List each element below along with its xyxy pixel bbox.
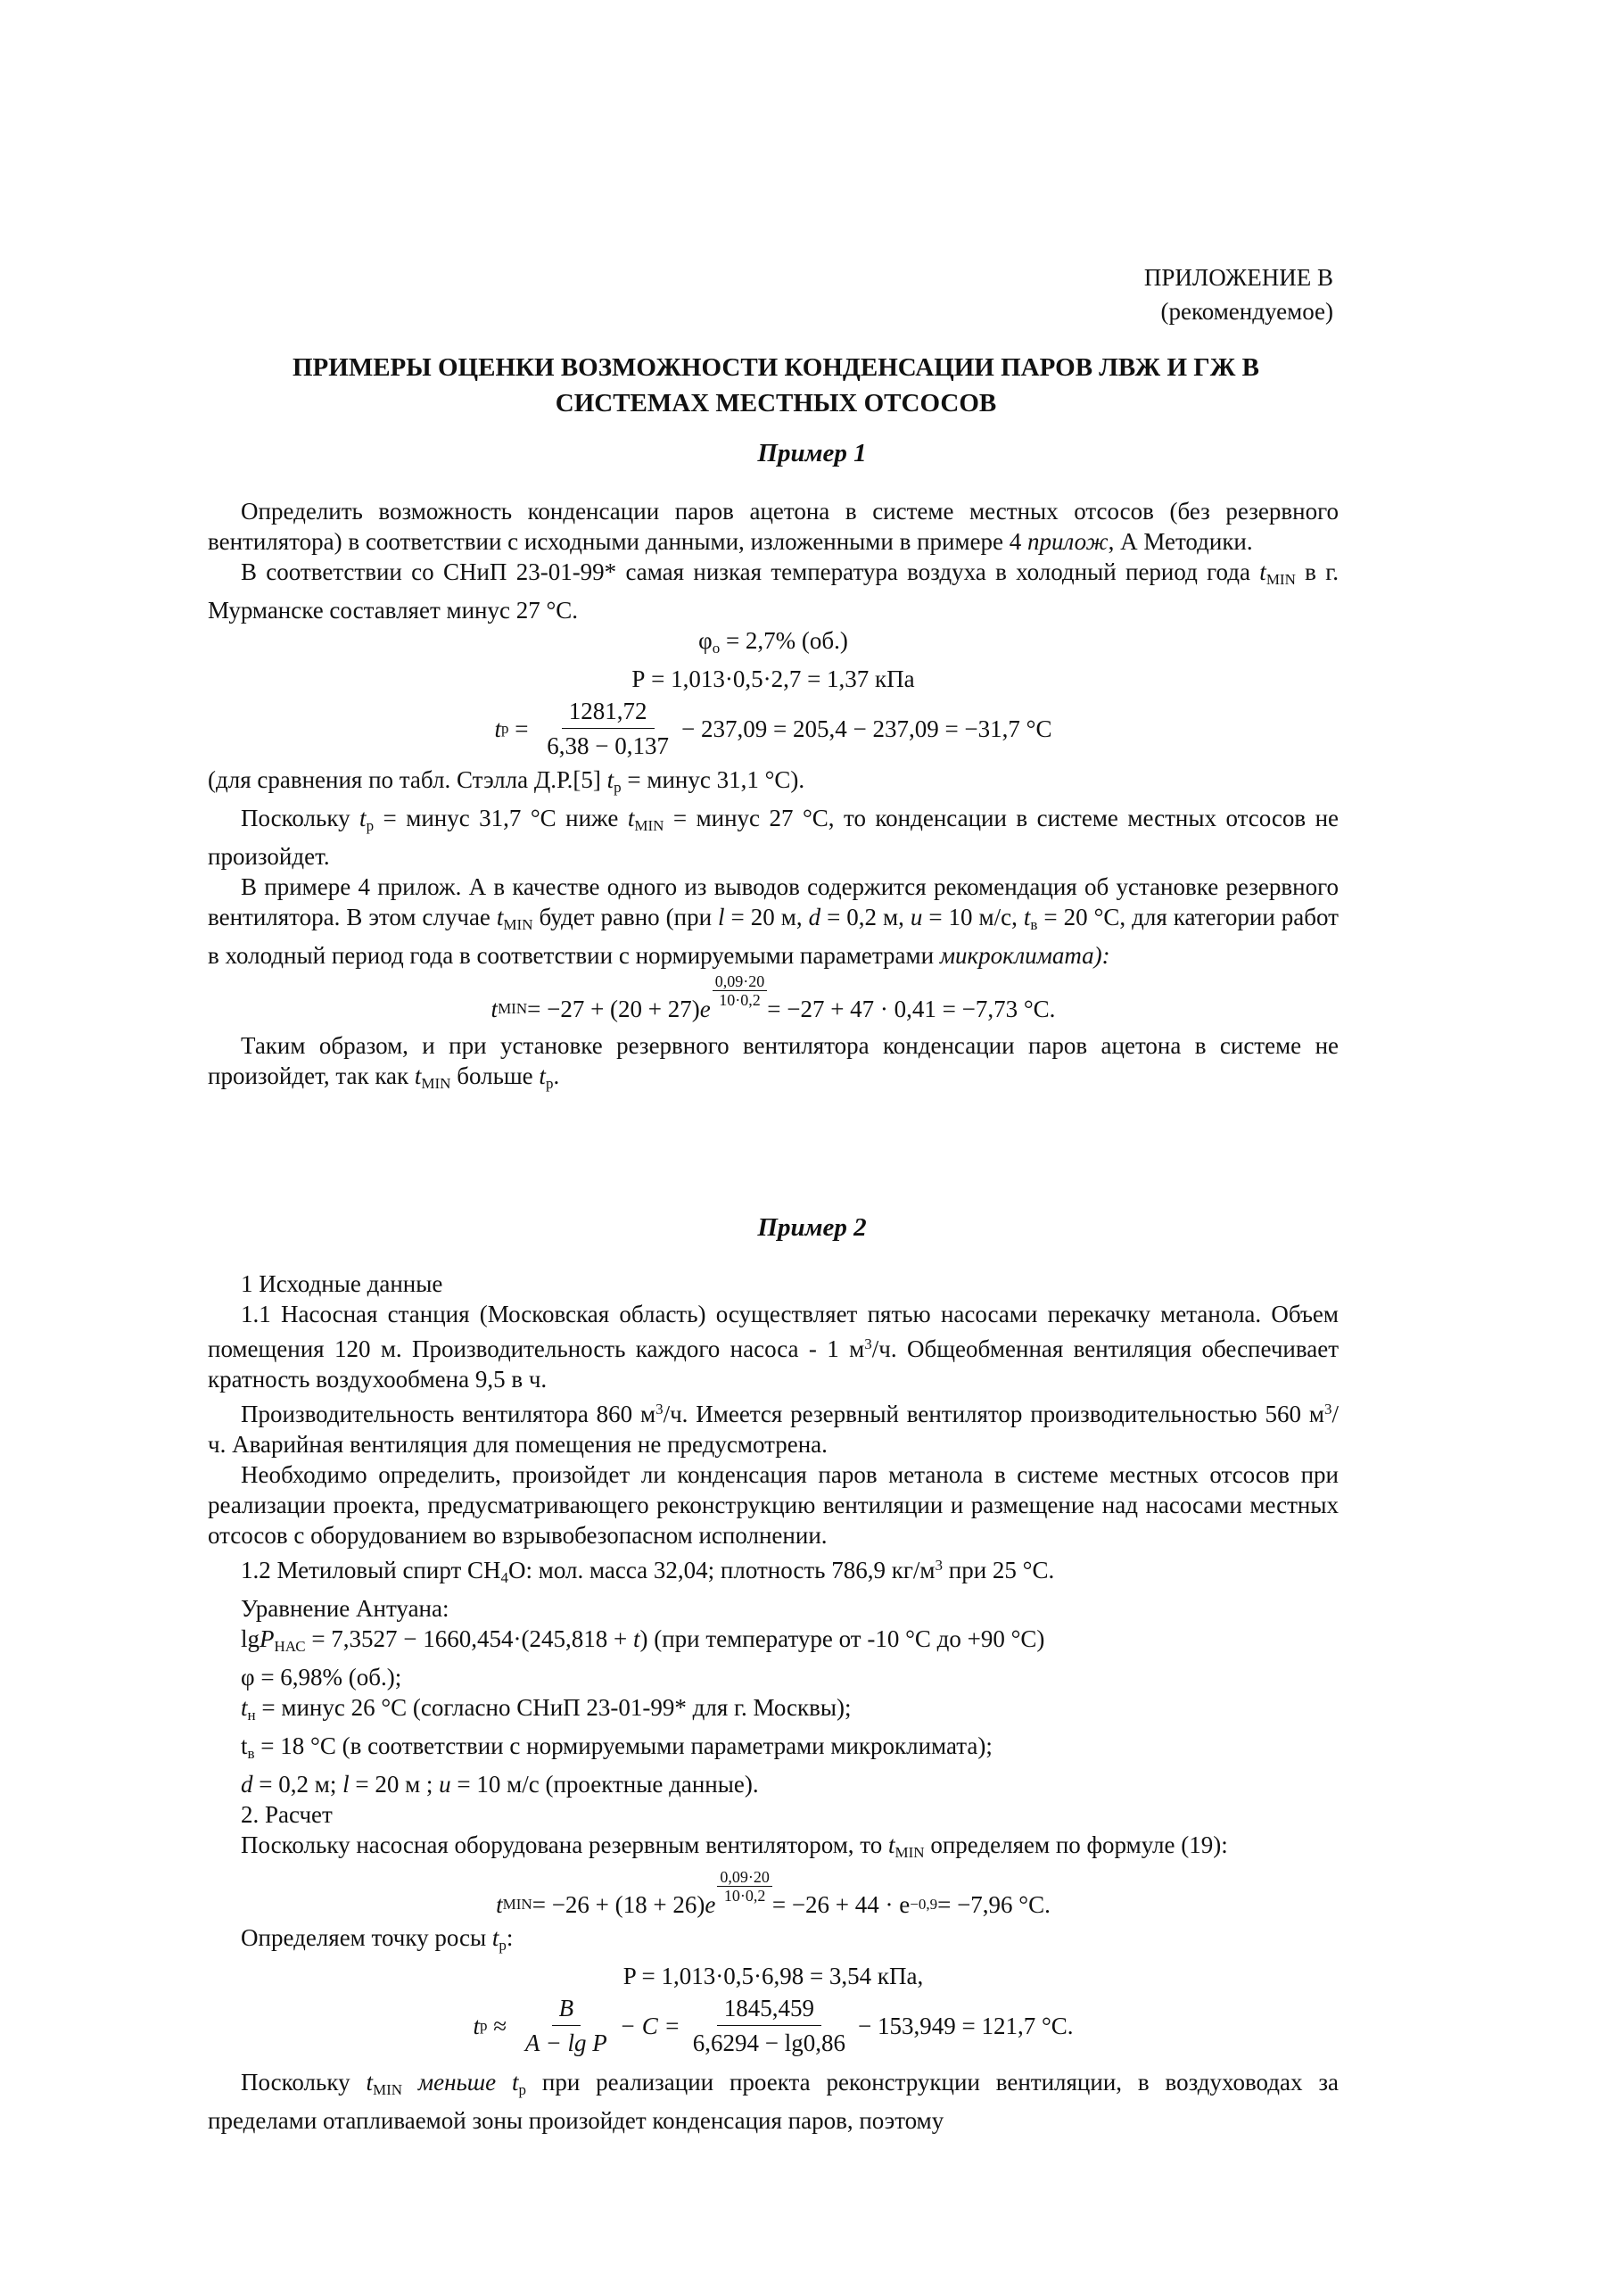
- formula-tmin-2: t MIN = −26 + (18 + 26) e $\frac{0,09\cdot 20}{10\cdot 0,2}$ = −26 + 44 · e −0,9 = −7,96 °С.: [496, 1868, 1051, 1918]
- example-1-body: [208, 496, 1339, 1099]
- paragraph: Уравнение Антуана:: [241, 1595, 449, 1622]
- document-title: [214, 350, 1338, 421]
- formula-dew-point: t р = $\frac{1281,72}{6,38 - 0,137}$ − 237,09 = 205,4 − 237,09 = −31,7 °С: [494, 698, 1052, 759]
- example-1-heading: Пример 1: [757, 439, 867, 467]
- comparison-note: (для сравнения по табл. Стэлла Д.Р.[5] $t_р$ = минус 31,1 °С).: [208, 766, 805, 796]
- paragraph: 1.1 Насосная станция (Московская область) осуществляет пятью насосами перекачку метанола. Объем помещения 120 м. Производительность каждого насоса - 1 $м^3/ч$. Общеобменная вентиляция обеспечивает кратность воздухообмена 9,5 в ч.: [208, 1301, 1340, 1393]
- paragraph: Поскольку $t_р$ = минус 31,7 °С ниже $t_{MIN}$ = минус 27 °С, то конденсации в системе местных отсосов не произойдет.: [208, 805, 1340, 870]
- parameter-line: $t_в = 18$ °С (в соответствии с нормируемыми параметрами микроклимата);: [241, 1732, 993, 1762]
- parameter-line: φ = 6,98% (об.);: [241, 1664, 402, 1691]
- appendix-label: ПРИЛОЖЕНИЕ В: [1143, 264, 1333, 291]
- fraction: $\frac{1281,72}{6,38 - 0,137}$: [547, 698, 670, 759]
- paragraph: В соответствии со СНиП 23-01-99* самая низкая температура воздуха в холодный период года $t_{MIN}$ в г. Мурманске составляет минус 27 °С.: [208, 558, 1339, 624]
- fraction: $\frac{B}{\text{A − lg P}}$: [524, 1995, 607, 2056]
- formula-phi: $\varphi_о = 2,7\%$ (об.): [698, 627, 848, 657]
- formula-tmin: t MIN = −27 + (20 + 27) e $\frac{0,09\cdot 20}{10\cdot 0,2}$ = −27 + 47 · 0,41 = −7,73 °С.: [490, 972, 1056, 1022]
- paragraph: 1.2 Метиловый спирт $СН_4О$: мол. масса 32,04; плотность 786,9 $кг/м^3$ при 25 °С.: [241, 1557, 1055, 1586]
- section-heading: 1 Исходные данные: [241, 1270, 443, 1297]
- paragraph: Поскольку $t_{MIN}$ меньше $t_р$ при реализации проекта реконструкции вентиляции, в воздуховодах за пределами отапливаемой зоны произойдет конденсация паров, поэтому: [208, 2069, 1339, 2134]
- example-2-body: [208, 1269, 1339, 2136]
- formula-antoine: lgP$_{НАС}$ = 7,3527 − 1660,454·(245,818 + t) (при температуре от -10 °С до +90 °С): [241, 1625, 1045, 1655]
- exponent-fraction: $\frac{0,09\cdot 20}{10\cdot 0,2}$: [713, 972, 768, 1009]
- parameter-line: d = 0,2 м; l = 20 м ; u = 10 м/с (проектные данные).: [241, 1771, 759, 1798]
- formula-dew-point-2: t р ≈ $\frac{B}{\text{A − lg P}}$ − C = $\frac{1845,459}{6,6294 - \lg 0,86}$ − 153,949 = 121,7 °С.: [473, 1995, 1074, 2056]
- formula-pressure: Р = 1,013·0,5·2,7 = 1,37 кПа: [631, 666, 915, 692]
- appendix-type: (рекомендуемое): [1160, 298, 1333, 325]
- parameter-line: $t_н$ = минус 26 °С (согласно СНиП 23-01-99* для г. Москвы);: [241, 1694, 852, 1724]
- example-2-heading: Пример 2: [757, 1213, 867, 1242]
- paragraph: В примере 4 прилож. А в качестве одного из выводов содержится рекомендация об установке резервного вентилятора. В этом случае $t_{MIN}$ будет равно (при l = 20 м, d = 0,2 м, u = 10 м/с, $t_в = 20$ °С, для категории работ в холодный период года в соответствии с нормируемыми параметрами микроклимата):: [208, 873, 1339, 969]
- paragraph: Определяем точку росы $t_р$:: [241, 1924, 514, 1954]
- paragraph: Определить возможность конденсации паров ацетона в системе местных отсосов (без резервного вентилятора) в соответствии с исходными данными, изложенными в примере 4 прилож, А Методики.: [208, 498, 1339, 555]
- section-heading: 2. Расчет: [241, 1801, 333, 1828]
- exponent-fraction: $\frac{0,09\cdot 20}{10\cdot 0,2}$: [717, 1868, 772, 1905]
- title-line-2: СИСТЕМАХ МЕСТНЫХ ОТСОСОВ: [555, 389, 997, 417]
- formula-pressure-2: P = 1,013·0,5·6,98 = 3,54 кПа,: [622, 1963, 924, 1989]
- title-line-1: ПРИМЕРЫ ОЦЕНКИ ВОЗМОЖНОСТИ КОНДЕНСАЦИИ ПАРОВ ЛВЖ И ГЖ В: [293, 353, 1259, 382]
- paragraph: Производительность вентилятора 860 $м^3/ч$. Имеется резервный вентилятор производительностью 560 $м^3/ч$. Аварийная вентиляция для помещения не предусмотрена.: [208, 1401, 1339, 1458]
- paragraph: Поскольку насосная оборудована резервным вентилятором, то $t_{MIN}$ определяем по формуле (19):: [241, 1831, 1228, 1861]
- fraction: $\frac{1845,459}{6,6294 - \lg 0,86}$: [692, 1995, 845, 2056]
- paragraph: Таким образом, и при установке резервного вентилятора конденсации паров ацетона в системе не произойдет, так как $t_{MIN}$ больше $t_р$.: [208, 1032, 1339, 1092]
- paragraph: Необходимо определить, произойдет ли конденсация паров метанола в системе местных отсосов при реализации проекта, предусматривающего реконструкцию вентиляции и размещение над насосами местных отсосов с оборудованием во взрывобезопасном исполнении.: [208, 1461, 1339, 1549]
